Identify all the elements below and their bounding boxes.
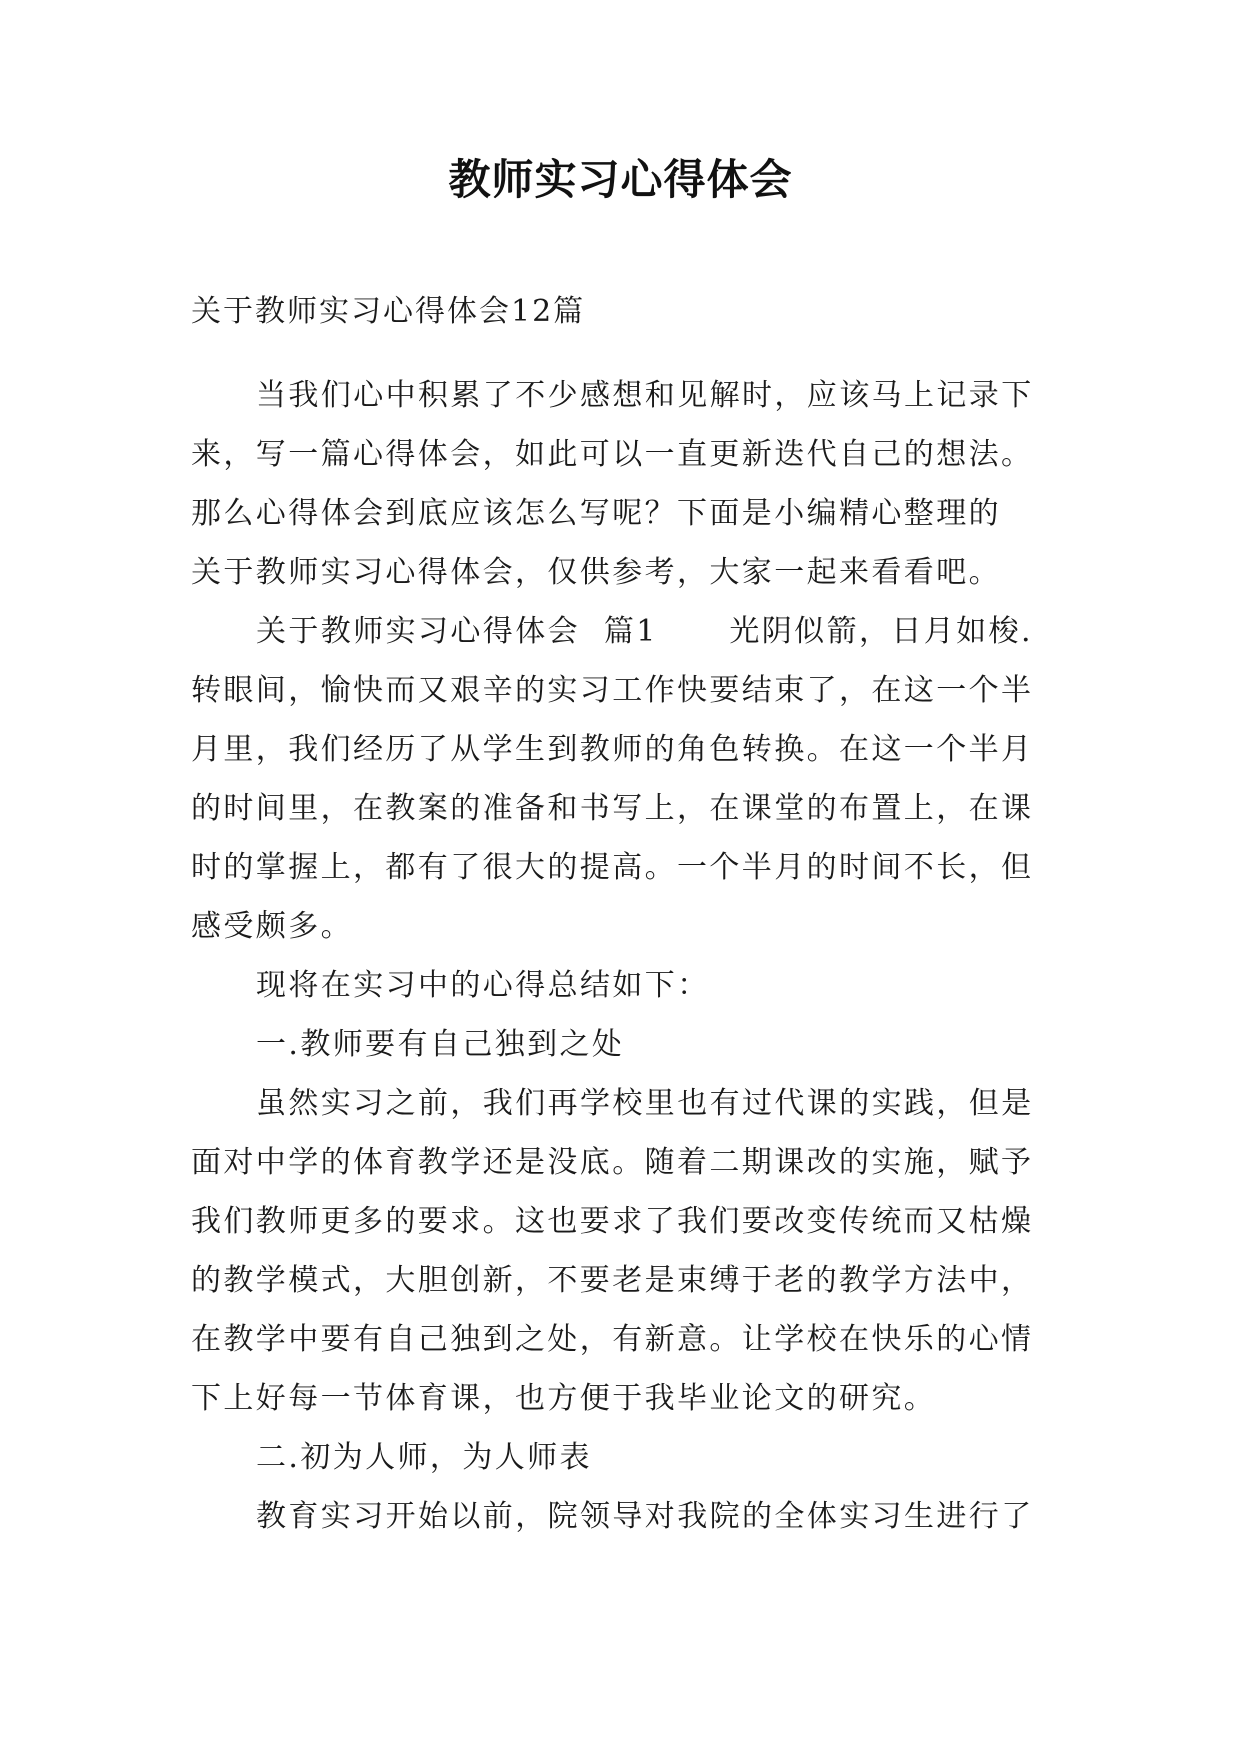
section-heading-line: 关于教师实习心得体会 篇1 光阴似箭，日月如梭.: [256, 614, 1033, 649]
body-line: 的教学模式，大胆创新，不要老是束缚于老的教学方法中，: [191, 1263, 1034, 1298]
list-heading: 一.教师要有自己独到之处: [256, 1027, 625, 1062]
document-title: 教师实习心得体会: [448, 155, 793, 204]
list-heading: 二.初为人师，为人师表: [256, 1440, 592, 1475]
body-line: 感受颇多。: [191, 909, 353, 944]
body-line: 转眼间，愉快而又艰辛的实习工作快要结束了，在这一个半: [191, 673, 1034, 708]
body-line: 那么心得体会到底应该怎么写呢？下面是小编精心整理的: [191, 496, 1001, 531]
body-line: 我们教师更多的要求。这也要求了我们要改变传统而又枯燥: [191, 1204, 1034, 1239]
body-line: 现将在实习中的心得总结如下：: [256, 968, 710, 1003]
body-line: 在教学中要有自己独到之处，有新意。让学校在快乐的心情: [191, 1322, 1034, 1357]
body-line: 时的掌握上，都有了很大的提高。一个半月的时间不长，但: [191, 850, 1034, 885]
body-line: 的时间里，在教案的准备和书写上，在课堂的布置上，在课: [191, 791, 1034, 826]
body-line: 当我们心中积累了不少感想和见解时，应该马上记录下: [256, 378, 1034, 413]
body-line: 月里，我们经历了从学生到教师的角色转换。在这一个半月: [191, 732, 1034, 767]
body-line: 关于教师实习心得体会，仅供参考，大家一起来看看吧。: [191, 555, 1001, 590]
body-line: 教育实习开始以前，院领导对我院的全体实习生进行了: [256, 1499, 1034, 1534]
body-line: 下上好每一节体育课，也方便于我毕业论文的研究。: [191, 1381, 937, 1416]
body-line: 面对中学的体育教学还是没底。随着二期课改的实施，赋予: [191, 1145, 1034, 1180]
body-line: 虽然实习之前，我们再学校里也有过代课的实践，但是: [256, 1086, 1034, 1121]
body-line: 来，写一篇心得体会，如此可以一直更新迭代自己的想法。: [191, 437, 1034, 472]
document-subtitle: 关于教师实习心得体会12篇: [191, 294, 586, 329]
